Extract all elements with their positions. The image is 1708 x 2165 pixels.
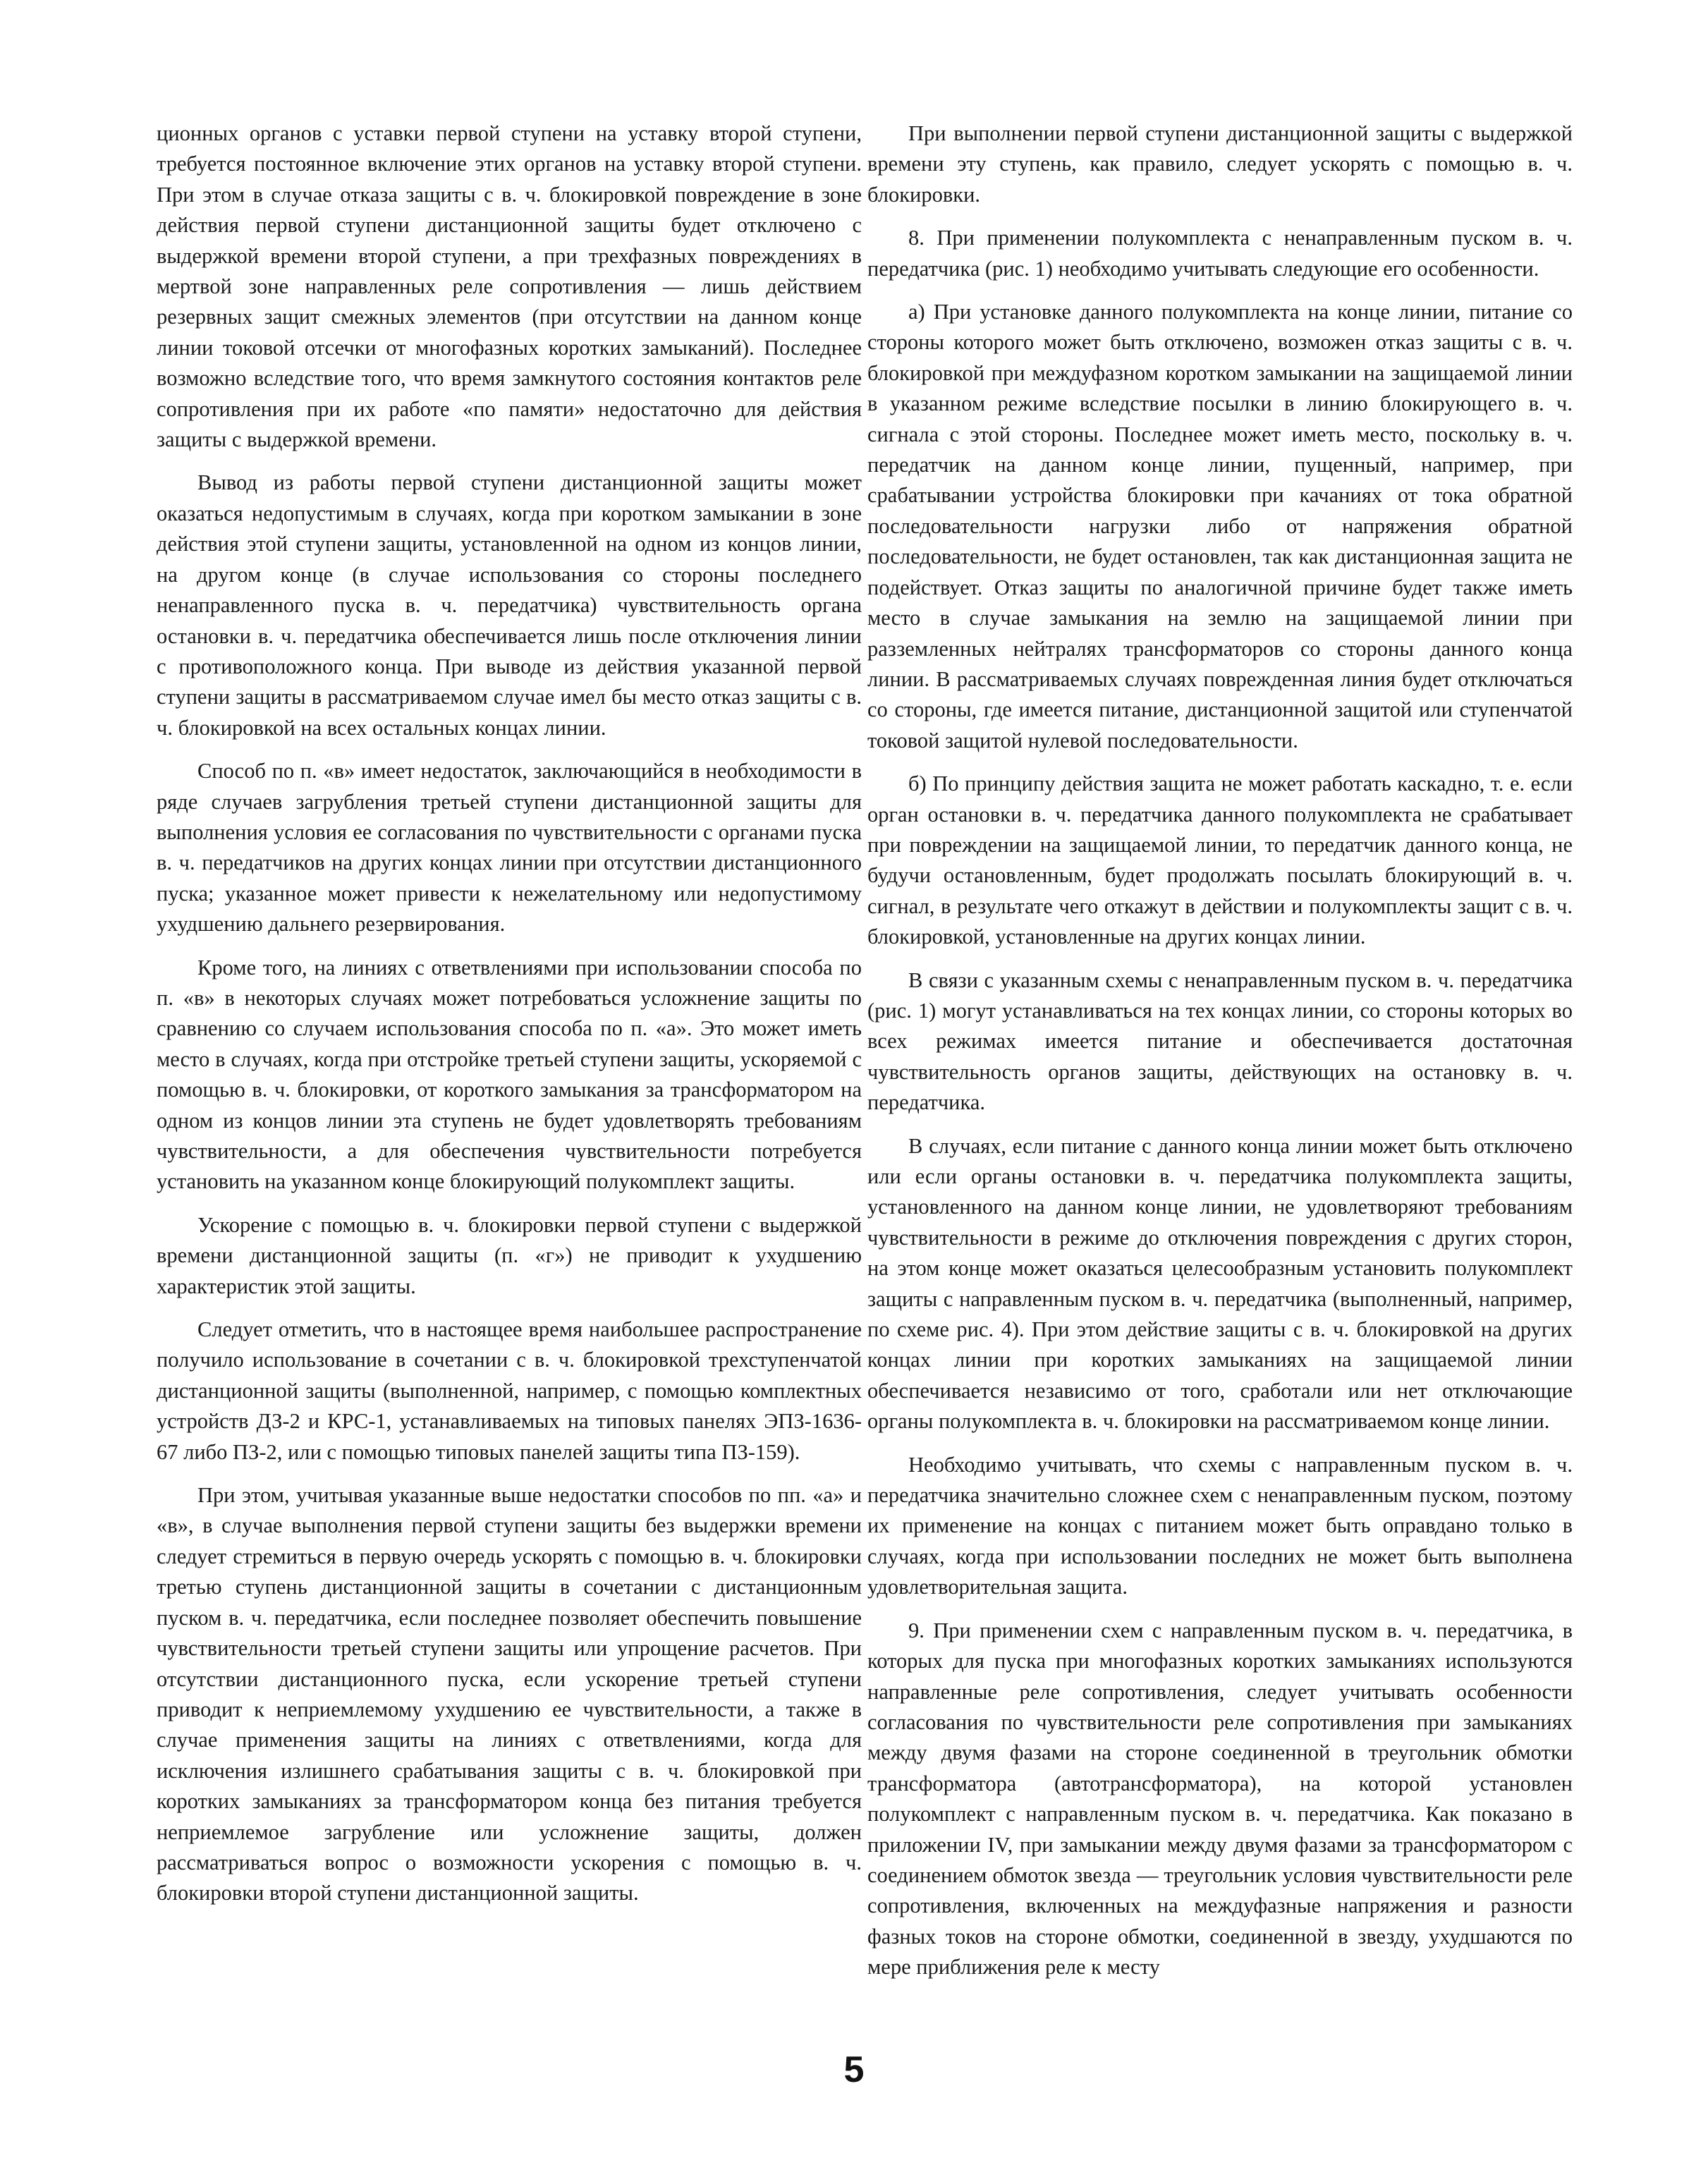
paragraph: 8. При применении полукомплекта с ненаправленным пуском в. ч. передатчика (рис. 1) необходимо учитывать следующие его особенности. — [867, 226, 1573, 281]
paragraph: Кроме того, на линиях с ответвлениями при использовании способа по п. «в» в некоторых случаях может потребоваться усложнение защиты по сравнению со случаем использования способа по п. «а». Это может иметь место в случаях, когда при отстройке третьей ступени защиты, ускоряемой с помощью в. ч. блокировки, от короткого замыкания за трансформатором на одном из концов линии эта ступень не будет удовлетворять требованиям чувствительности, а для обеспечения чувствительности потребуется установить на указанном конце блокирующий полукомплект защиты. — [157, 955, 862, 1194]
page-number: 5 — [843, 2049, 865, 2090]
paragraph: В случаях, если питание с данного конца линии может быть отключено или если органы остановки в. ч. передатчика полукомплекта защиты, установленного на данном конце линии, не удовлетворяют требованиям чувствительности в режиме до отключения повреждения с других сторон, на этом конце может оказаться целесообразным установить полукомплект защиты с направленным пуском в. ч. передатчика (выполненный, например, по схеме рис. 4). При этом действие защиты с в. ч. блокировкой на других концах линии при коротких замыканиях на защищаемой линии обеспечивается независимо от того, сработали или нет отключающие органы полукомплекта в. ч. блокировки на рассматриваемом конце линии. — [867, 1133, 1573, 1434]
paragraph: Способ по п. «в» имеет недостаток, заключающийся в необходимости в ряде случаев загрубления третьей ступени дистанционной защиты для выполнения условия ее согласования по чувствительности с органами пуска в. ч. передатчиков на других концах линии при отсутствии дистанционного пуска; указанное может привести к нежелательному или недопустимому ухудшению дальнего резервирования. — [157, 759, 862, 937]
paragraph: Необходимо учитывать, что схемы с направленным пуском в. ч. передатчика значительно сложнее схем с ненаправленным пуском, поэтому их применение на концах с питанием может быть оправдано только в случаях, когда при использовании последних не может быть выполнена удовлетворительная защита. — [867, 1452, 1573, 1599]
paragraph: Ускорение с помощью в. ч. блокировки первой ступени с выдержкой времени дистанционной защиты (п. «г») не приводит к ухудшению характеристик этой защиты. — [157, 1212, 862, 1298]
paragraph: а) При установке данного полукомплекта на конце линии, питание со стороны которого может быть отключено, возможен отказ защиты с в. ч. блокировкой при междуфазном коротком замыкании на защищаемой линии в указанном режиме вследствие посылки в линию блокирующего в. ч. сигнала с этой стороны. Последнее может иметь место, поскольку в. ч. передатчик на данном конце линии, пущенный, например, при срабатывании устройства блокировки при качаниях от тока обратной последовательности нагрузки либо от напряжения обратной последовательности, не будет остановлен, так как дистанционная защита не подействует. Отказ защиты по аналогичной причине будет также иметь место в случае замыкания на землю на защищаемой линии при разземленных нейтралях трансформаторов со стороны данного конца линии. В рассматриваемых случаях поврежденная линия будет отключаться со стороны, где имеется питание, дистанционной защитой или ступенчатой токовой защитой нулевой последовательности. — [867, 300, 1573, 752]
paragraph: При этом, учитывая указанные выше недостатки способов по пп. «а» и «в», в случае выполнения первой ступени защиты без выдержки времени следует стремиться в первую очередь ускорять с помощью в. ч. блокировки третью ступень дистанционной защиты в сочетании с дистанционным пуском в. ч. передатчика, если последнее позволяет обеспечить повышение чувствительности третьей ступени защиты или упрощение расчетов. При отсутствии дистанционного пуска, если ускорение третьей ступени приводит к неприемлемому ухудшению ее чувствительности, а также в случае применения защиты на линиях с ответвлениями, когда для исключения излишнего срабатывания защиты с в. ч. блокировкой при коротких замыканиях за трансформатором конца без питания требуется неприемлемое загрубление или усложнение защиты, должен рассматриваться вопрос о возможности ускорения с помощью в. ч. блокировки второй ступени дистанционной защиты. — [157, 1483, 862, 1905]
paragraph: Следует отметить, что в настоящее время наибольшее распространение получило использование в сочетании с в. ч. блокировкой трехступенчатой дистанционной защиты (выполненной, например, с помощью комплектных устройств ДЗ-2 и КРС-1, устанавливаемых на типовых панелях ЭПЗ-1636-67 либо ПЗ-2, или с помощью типовых панелей защиты типа ПЗ-159). — [157, 1317, 862, 1464]
paragraph: При выполнении первой ступени дистанционной защиты с выдержкой времени эту ступень, как правило, следует ускорять с помощью в. ч. блокировки. — [867, 121, 1573, 207]
paragraph: Вывод из работы первой ступени дистанционной защиты может оказаться недопустимым в случаях, когда при коротком замыкании в зоне действия этой ступени защиты, установленной на одном из концов линии, на другом конце (в случае использования со стороны последнего ненаправленного пуска в. ч. передатчика) чувствительность органа остановки в. ч. передатчика обеспечивается лишь после отключения линии с противоположного конца. При выводе из действия указанной первой ступени защиты в рассматриваемом случае имел бы место отказ защиты с в. ч. блокировкой на всех остальных концах линии. — [157, 470, 862, 740]
paragraph: 9. При применении схем с направленным пуском в. ч. передатчика, в которых для пуска при многофазных коротких замыканиях используются направленные реле сопротивления, следует учитывать особенности согласования по чувствительности реле сопротивления при замыканиях между двумя фазами на стороне соединенной в треугольник обмотки трансформатора (автотрансформатора), на которой установлен полукомплект с направленным пуском в. ч. передатчика. Как показано в приложении IV, при замыкании между двумя фазами за трансформатором с соединением обмоток звезда — треугольник условия чувствительности реле сопротивления, включенных на междуфазные напряжения и разности фазных токов на стороне обмотки, соединенной в звезду, ухудшаются по мере приближения реле к месту — [867, 1618, 1573, 1980]
right-text-column — [867, 118, 1573, 1996]
paragraph: В связи с указанным схемы с ненаправленным пуском в. ч. передатчика (рис. 1) могут устанавливаться на тех концах линии, со стороны которых во всех режимах имеется питание и обеспечивается достаточная чувствительность органов защиты, действующих на остановку в. ч. передатчика. — [867, 968, 1573, 1115]
paragraph: б) По принципу действия защита не может работать каскадно, т. е. если орган остановки в. ч. передатчика данного полукомплекта не срабатывает при повреждении на защищаемой линии, то передатчик данного конца, не будучи остановленным, будет продолжать посылать блокирующий в. ч. сигнал, в результате чего откажут в действии и полукомплекты защит с в. ч. блокировкой, установленные на других концах линии. — [867, 772, 1573, 949]
paragraph: ционных органов с уставки первой ступени на уставку второй ступени, требуется постоянное включение этих органов на уставку второй ступени. При этом в случае отказа защиты с в. ч. блокировкой повреждение в зоне действия первой ступени дистанционной защиты будет отключено с выдержкой времени второй ступени, а при трехфазных повреждениях в мертвой зоне направленных реле сопротивления — лишь действием резервных защит смежных элементов (при отсутствии на данном конце линии токовой отсечки от многофазных коротких замыканий). Последнее возможно вследствие того, что время замкнутого состояния контактов реле сопротивления при их работе «по памяти» недостаточно для действия защиты с выдержкой времени. — [157, 121, 862, 452]
left-text-column — [157, 118, 862, 1922]
